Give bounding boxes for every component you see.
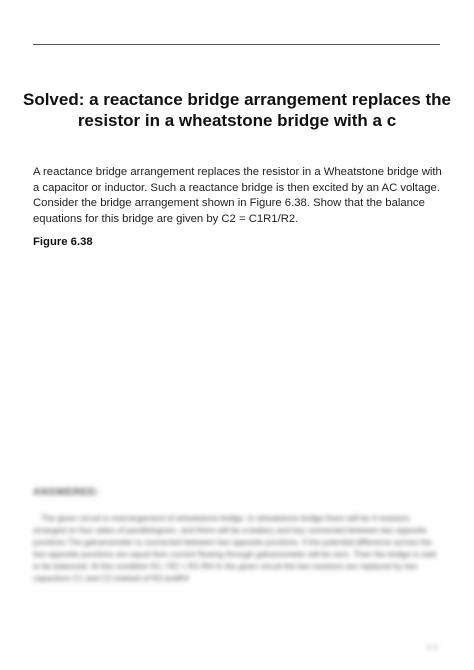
top-divider: [33, 44, 440, 45]
answer-heading: ANSWERED:: [33, 487, 100, 498]
answer-text: The given circuit is rearrangement of wheatstone bridge. In wheatstone bridge there will be 4 resistors arranged on four sides of parallelogram, and there will be a battery and key connected between two opposite junctions The galvanometer is connected between two opposite junctions. If the potential difference across the two opposite junctions are equal then current flowing through galvanometer will be zero. Then the bridge is said to be balanced. At this condition R1 / R2 = R3 /R4 In the given circuit the two resistors are replaced by two capacitors C1 and C2 instead of R3 andR4: [33, 514, 437, 583]
page-title: Solved: a reactance bridge arrangement replaces the resistor in a wheatstone bridge with a c: [22, 90, 451, 130]
figure-label: Figure 6.38: [33, 236, 93, 248]
question-text: A reactance bridge arrangement replaces the resistor in a Wheatstone bridge with a capacitor or inductor. Such a reactance bridge is then excited by an AC voltage. Consider the bridge arrangement shown in Figure 6.38. Show that the balance equations for this bridge are given by C2 = C1R1/R2.: [33, 166, 442, 225]
page-number: 1 / 2: [426, 645, 438, 651]
